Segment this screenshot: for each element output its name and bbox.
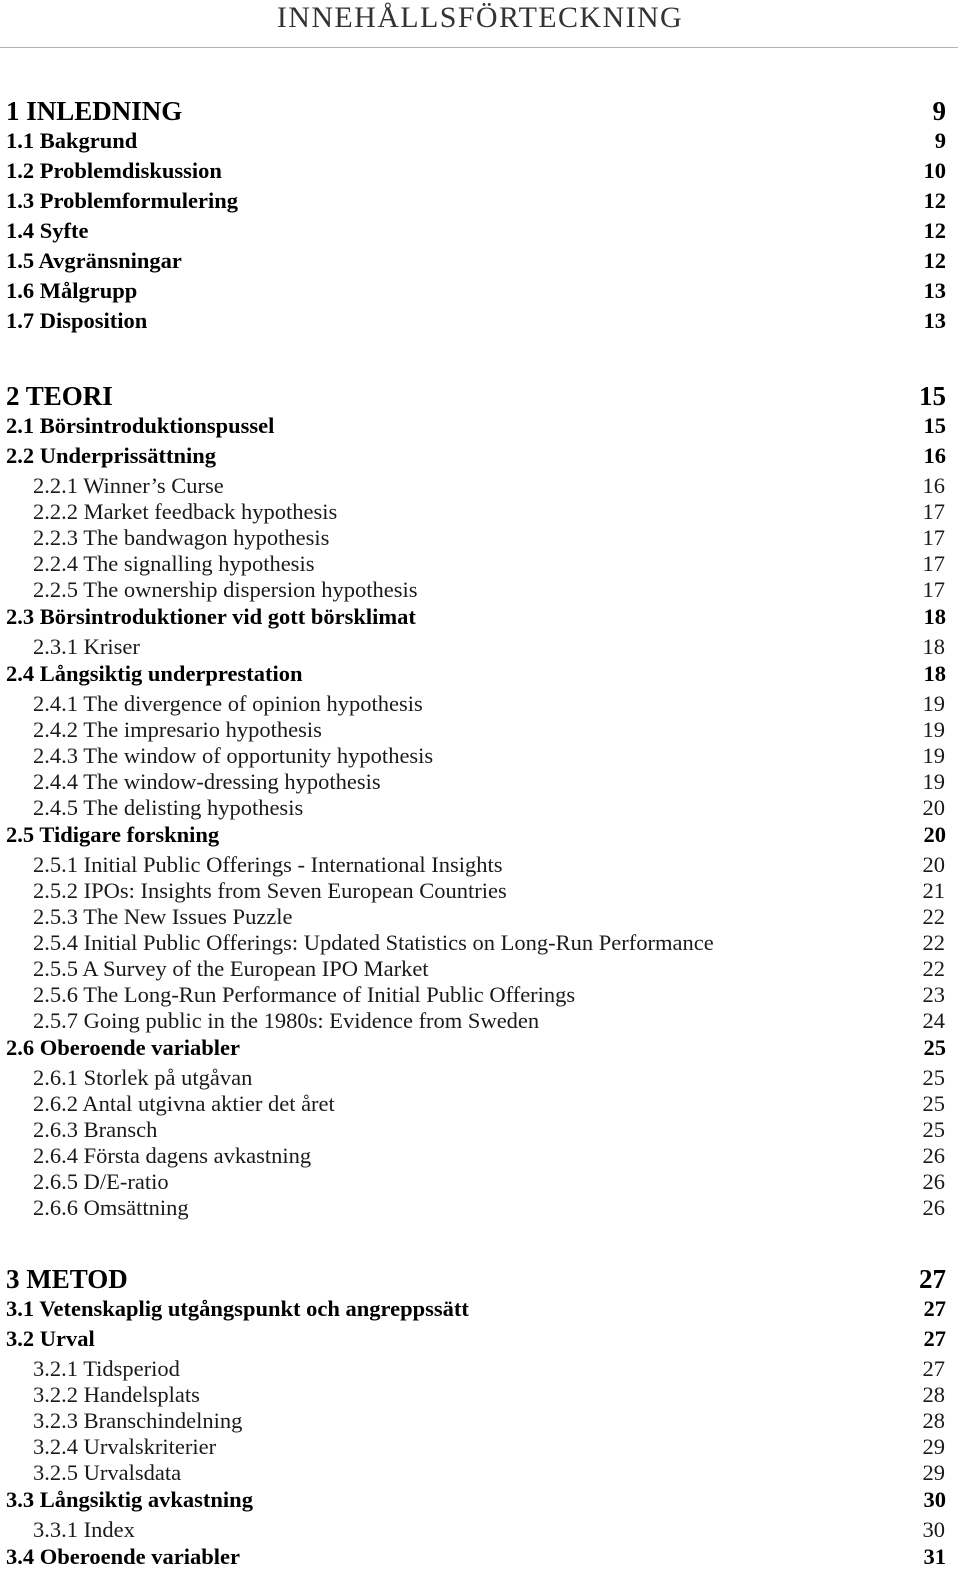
toc-section [0,1033,960,1063]
toc-chapter-block [0,381,960,1221]
section-page-number: 12 [923,188,946,213]
subsection-title: 2.6.6 Omsättning [33,1195,189,1220]
section-page-number: 15 [923,413,946,438]
subsection-page-number: 20 [922,795,945,820]
section-title: 1.7 Disposition [6,308,148,333]
subsection-title: 3.2.3 Branschindelning [33,1408,243,1433]
subsection-page-number: 26 [922,1195,945,1220]
section-title: 2.1 Börsintroduktionspussel [6,413,275,438]
toc-subsection [0,930,960,956]
subsection-title: 3.2.4 Urvalskriterier [33,1434,217,1459]
subsection-page-number: 26 [922,1169,945,1194]
toc-subsection [0,769,960,795]
section-page-number: 12 [923,218,946,243]
toc-section [0,1324,960,1354]
section-title: 2.2 Underprissättning [6,443,217,468]
subsection-title: 3.2.5 Urvalsdata [33,1460,182,1485]
toc-section [0,216,960,246]
toc-subsection [0,691,960,717]
toc-section [0,126,960,156]
section-page-number: 12 [923,248,946,273]
toc-subsection [0,1195,960,1221]
toc-subsection [0,982,960,1008]
section-page-number: 10 [923,158,946,183]
toc-subsection [0,525,960,551]
section-title: 1.5 Avgränsningar [6,248,182,273]
toc-subsection [0,1517,960,1543]
section-page-number: 27 [923,1296,946,1321]
section-page-number: 13 [923,308,946,333]
toc-subsection [0,956,960,982]
subsection-title: 2.2.2 Market feedback hypothesis [33,499,338,524]
section-title: 1.6 Målgrupp [6,278,138,303]
toc-subsection [0,1408,960,1434]
toc-subsection [0,1065,960,1091]
toc-subsection [0,795,960,821]
chapter-page-number: 27 [919,1264,946,1294]
subsection-title: 2.4.4 The window-dressing hypothesis [33,769,381,794]
toc-subsection [0,1434,960,1460]
subsection-title: 2.4.1 The divergence of opinion hypothesis [33,691,423,716]
section-page-number: 18 [923,604,946,629]
section-title: 1.3 Problemformulering [6,188,239,213]
section-title: 3.3 Långsiktig avkastning [6,1487,253,1512]
subsection-title: 3.3.1 Index [33,1517,135,1542]
toc-chapter-block [0,1264,960,1572]
toc-subsection [0,1091,960,1117]
toc-subsection [0,1382,960,1408]
subsection-title: 2.6.4 Första dagens avkastning [33,1143,312,1168]
title-divider [0,47,958,48]
subsection-page-number: 27 [922,1356,945,1381]
chapter-title: 2 TEORI [6,381,113,411]
chapter-title: 3 METOD [6,1264,128,1294]
section-page-number: 31 [923,1544,946,1569]
toc-subsection [0,1356,960,1382]
subsection-title: 2.6.5 D/E-ratio [33,1169,169,1194]
toc-subsection [0,634,960,660]
section-title: 2.5 Tidigare forskning [6,822,220,847]
chapter-page-number: 15 [919,381,946,411]
subsection-page-number: 17 [922,551,945,576]
subsection-page-number: 28 [922,1408,945,1433]
toc-subsection [0,1143,960,1169]
subsection-title: 2.5.2 IPOs: Insights from Seven European Countries [33,878,507,903]
chapter-title: 1 INLEDNING [6,96,183,126]
toc-subsection [0,743,960,769]
section-title: 2.4 Långsiktig underprestation [6,661,303,686]
toc-subsection [0,499,960,525]
toc-subsection [0,1169,960,1195]
section-page-number: 13 [923,278,946,303]
toc-subsection [0,717,960,743]
subsection-page-number: 18 [922,634,945,659]
subsection-page-number: 30 [922,1517,945,1542]
subsection-title: 2.4.2 The impresario hypothesis [33,717,322,742]
subsection-title: 2.4.3 The window of opportunity hypothesis [33,743,434,768]
section-title: 2.3 Börsintroduktioner vid gott börsklimat [6,604,416,629]
subsection-page-number: 26 [922,1143,945,1168]
subsection-title: 2.5.3 The New Issues Puzzle [33,904,293,929]
subsection-page-number: 20 [922,852,945,877]
toc-subsection [0,852,960,878]
section-page-number: 9 [934,128,946,153]
subsection-page-number: 17 [922,525,945,550]
section-page-number: 16 [923,443,946,468]
subsection-page-number: 16 [922,473,945,498]
subsection-title: 2.2.1 Winner’s Curse [33,473,224,498]
subsection-page-number: 22 [922,904,945,929]
toc-subsection [0,577,960,603]
section-title: 1.4 Syfte [6,218,89,243]
subsection-title: 2.6.3 Bransch [33,1117,158,1142]
toc-section [0,602,960,632]
toc-subsection [0,878,960,904]
subsection-title: 2.4.5 The delisting hypothesis [33,795,304,820]
section-title: 3.2 Urval [6,1326,95,1351]
subsection-page-number: 19 [922,717,945,742]
section-page-number: 20 [923,822,946,847]
toc-chapter [0,1264,960,1294]
subsection-title: 2.5.4 Initial Public Offerings: Updated Statistics on Long-Run Performance [33,930,714,955]
subsection-page-number: 17 [922,499,945,524]
subsection-title: 3.2.1 Tidsperiod [33,1356,180,1381]
toc-section [0,186,960,216]
subsection-page-number: 19 [922,769,945,794]
subsection-title: 2.6.2 Antal utgivna aktier det året [33,1091,335,1116]
section-title: 1.1 Bakgrund [6,128,138,153]
toc-subsection [0,1460,960,1486]
subsection-page-number: 23 [922,982,945,1007]
subsection-page-number: 22 [922,930,945,955]
toc-section [0,411,960,441]
toc-section [0,659,960,689]
subsection-page-number: 19 [922,743,945,768]
page-title: INNEHÅLLSFÖRTECKNING [276,1,684,34]
toc-section [0,1542,960,1572]
toc-chapter-block [0,96,960,336]
toc-section [0,276,960,306]
subsection-title: 2.2.4 The signalling hypothesis [33,551,315,576]
subsection-page-number: 22 [922,956,945,981]
section-title: 3.1 Vetenskaplig utgångspunkt och angreppssätt [6,1296,469,1321]
subsection-title: 2.5.6 The Long-Run Performance of Initial Public Offerings [33,982,576,1007]
toc-subsection [0,1117,960,1143]
section-page-number: 27 [923,1326,946,1351]
toc-subsection [0,1008,960,1034]
toc-subsection [0,904,960,930]
section-page-number: 30 [923,1487,946,1512]
section-title: 2.6 Oberoende variabler [6,1035,240,1060]
toc-section [0,156,960,186]
subsection-page-number: 17 [922,577,945,602]
subsection-title: 2.5.5 A Survey of the European IPO Market [33,956,429,981]
subsection-title: 2.2.3 The bandwagon hypothesis [33,525,330,550]
toc-subsection [0,551,960,577]
toc-section [0,306,960,336]
toc-section [0,246,960,276]
toc-subsection [0,473,960,499]
subsection-page-number: 29 [922,1460,945,1485]
subsection-page-number: 28 [922,1382,945,1407]
toc-section [0,820,960,850]
section-title: 1.2 Problemdiskussion [6,158,222,183]
subsection-title: 2.3.1 Kriser [33,634,140,659]
section-page-number: 25 [923,1035,946,1060]
subsection-title: 2.5.7 Going public in the 1980s: Evidence from Sweden [33,1008,540,1033]
subsection-title: 2.2.5 The ownership dispersion hypothesis [33,577,418,602]
subsection-title: 2.6.1 Storlek på utgåvan [33,1065,253,1090]
subsection-page-number: 25 [922,1065,945,1090]
toc-chapter [0,96,960,126]
toc-section [0,441,960,471]
section-title: 3.4 Oberoende variabler [6,1544,240,1569]
subsection-page-number: 19 [922,691,945,716]
toc-chapter [0,381,960,411]
subsection-page-number: 25 [922,1091,945,1116]
toc-section [0,1294,960,1324]
chapter-page-number: 9 [932,96,946,126]
section-page-number: 18 [923,661,946,686]
subsection-page-number: 21 [922,878,945,903]
subsection-page-number: 25 [922,1117,945,1142]
subsection-page-number: 24 [922,1008,945,1033]
toc-section [0,1485,960,1515]
subsection-title: 2.5.1 Initial Public Offerings - International Insights [33,852,503,877]
subsection-title: 3.2.2 Handelsplats [33,1382,200,1407]
subsection-page-number: 29 [922,1434,945,1459]
